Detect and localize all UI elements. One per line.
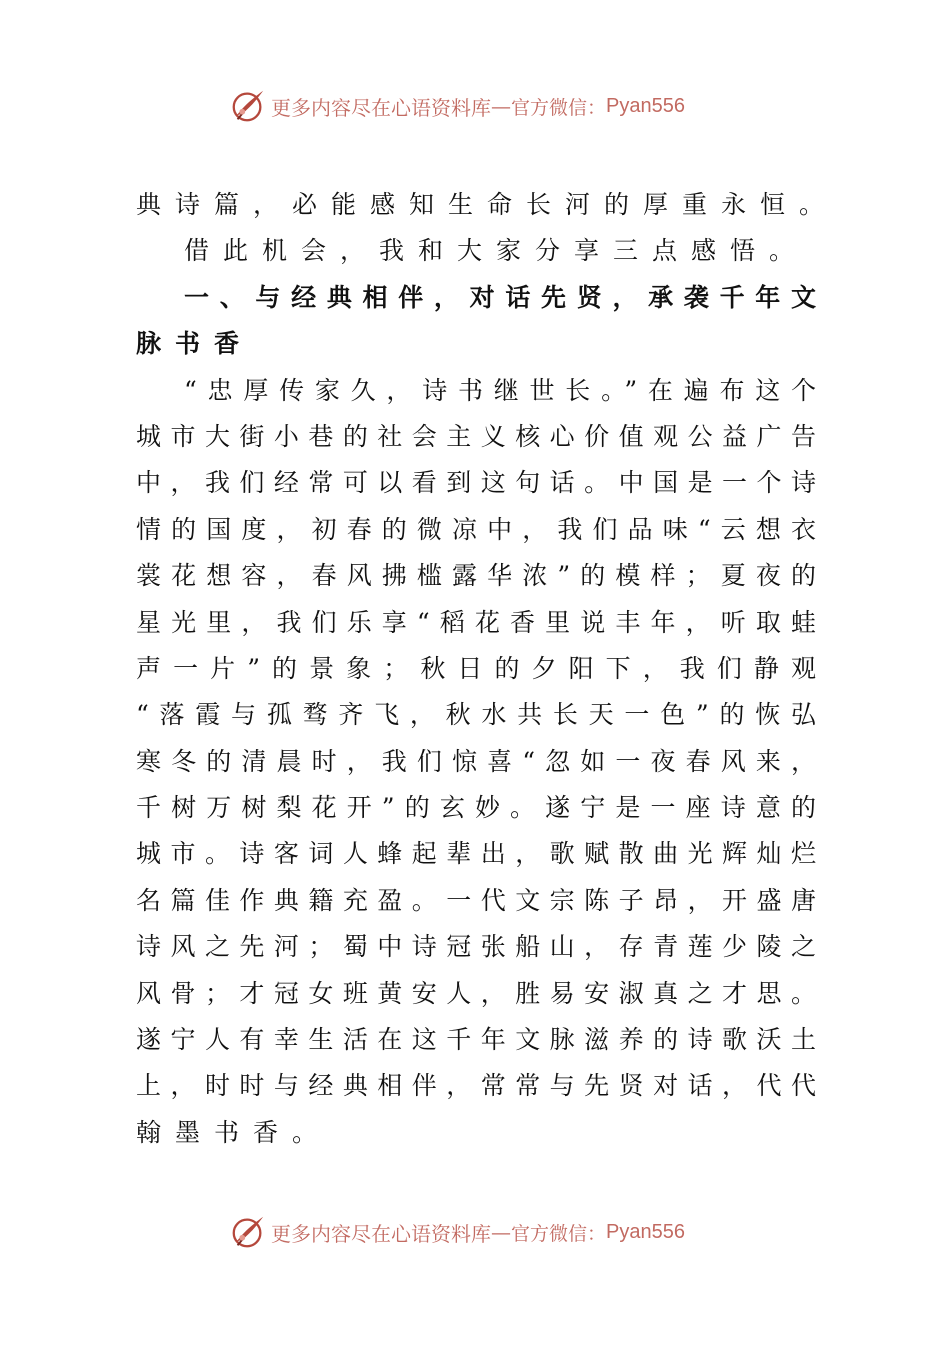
- watermark-wechat-id: Pyan556: [606, 94, 685, 117]
- watermark-wechat-id: Pyan556: [606, 1220, 685, 1243]
- text-line: 翰墨书香。: [136, 1117, 332, 1147]
- text-line: 遂宁人有幸生活在这千年文脉滋养的诗歌沃土: [136, 1025, 816, 1055]
- watermark-dash: —: [491, 94, 511, 118]
- text-line: 情的国度，初春的微凉中，我们品味“云想衣: [136, 514, 816, 544]
- watermark-wechat-label: 官方微信：: [511, 96, 607, 119]
- text-line: “忠厚传家久，诗书继世长。”在遍布这个: [184, 375, 816, 405]
- text-line: 风骨；才冠女班黄安人，胜易安淑真之才思。: [136, 978, 816, 1008]
- text-line: “落霞与孤骛齐飞，秋水共长天一色”的恢弘: [136, 700, 816, 730]
- text-line: 千树万树梨花开”的玄妙。遂宁是一座诗意的: [136, 793, 816, 823]
- text-line: 中，我们经常可以看到这句话。中国是一个诗: [136, 468, 816, 498]
- text-line: 脉书香: [136, 329, 254, 359]
- footer-watermark: [229, 1212, 729, 1252]
- text-line: 声一片”的景象；秋日的夕阳下，我们静观: [136, 653, 816, 683]
- text-line: 上，时时与经典相伴，常常与先贤对话，代代: [136, 1071, 816, 1101]
- text-line: 城市大街小巷的社会主义核心价值观公益广告: [136, 421, 816, 451]
- header-watermark: [229, 86, 729, 126]
- watermark-main-text: 更多内容尽在心语资料库: [271, 1221, 491, 1246]
- text-line: 诗风之先河；蜀中诗冠张船山，存青莲少陵之: [136, 932, 816, 962]
- text-line: 星光里，我们乐享“稻花香里说丰年，听取蛙: [136, 607, 816, 637]
- quill-logo-icon: [229, 1213, 267, 1251]
- text-line: 名篇佳作典籍充盈。一代文宗陈子昂，开盛唐: [136, 885, 816, 915]
- text-line: 借此机会，我和大家分享三点感悟。: [184, 236, 809, 266]
- text-line: 城市。诗客词人蜂起辈出，歌赋散曲光辉灿烂: [136, 839, 816, 869]
- watermark-main-text: 更多内容尽在心语资料库: [271, 95, 491, 120]
- text-line: 寒冬的清晨时，我们惊喜“忽如一夜春风来，: [136, 746, 816, 776]
- watermark-dash: —: [491, 1220, 511, 1244]
- quill-logo-icon: [229, 87, 267, 125]
- text-line: 典诗篇，必能感知生命长河的厚重永恒。: [136, 190, 839, 219]
- document-body: [136, 182, 839, 1156]
- text-line: 一、与经典相伴，对话先贤，承袭千年文: [184, 282, 816, 312]
- watermark-wechat-label: 官方微信：: [511, 1222, 607, 1245]
- text-line: 裳花想容，春风拂槛露华浓”的模样；夏夜的: [136, 561, 816, 591]
